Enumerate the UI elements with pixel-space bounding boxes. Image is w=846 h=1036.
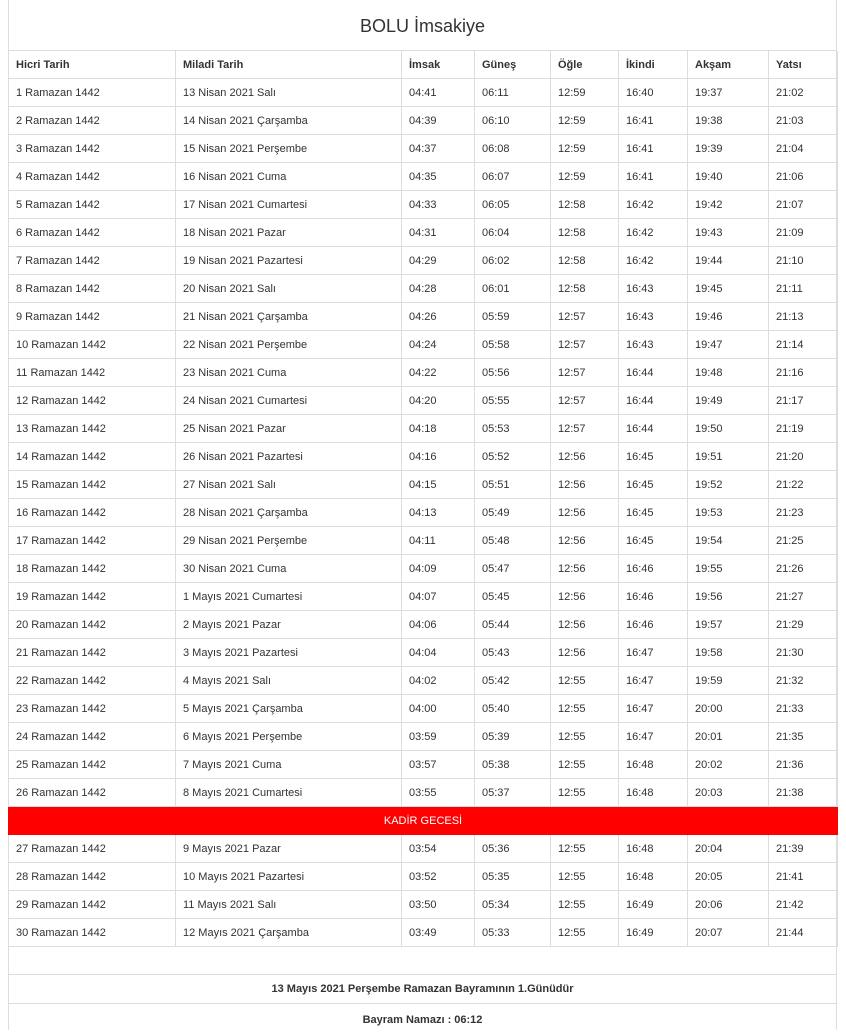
table-cell: 12:55 <box>551 891 619 919</box>
table-cell: 27 Ramazan 1442 <box>9 835 176 863</box>
table-cell: 16 Nisan 2021 Cuma <box>176 163 402 191</box>
table-row <box>9 751 838 779</box>
table-cell: 16:46 <box>619 555 688 583</box>
table-cell: 21:25 <box>769 527 838 555</box>
table-cell: 12:55 <box>551 695 619 723</box>
table-row <box>9 471 838 499</box>
page-title: BOLU İmsakiye <box>9 0 836 51</box>
table-cell: 21:07 <box>769 191 838 219</box>
table-row <box>9 443 838 471</box>
table-row <box>9 611 838 639</box>
table-cell: 21:20 <box>769 443 838 471</box>
table-cell: 19:59 <box>688 667 769 695</box>
table-cell: 21:30 <box>769 639 838 667</box>
table-cell: 12 Ramazan 1442 <box>9 387 176 415</box>
table-cell: 3 Ramazan 1442 <box>9 135 176 163</box>
table-cell: 6 Ramazan 1442 <box>9 219 176 247</box>
table-cell: 20:00 <box>688 695 769 723</box>
table-cell: 21:04 <box>769 135 838 163</box>
table-cell: 16:48 <box>619 835 688 863</box>
table-cell: 05:35 <box>475 863 551 891</box>
table-cell: 12 Mayıs 2021 Çarşamba <box>176 919 402 947</box>
table-cell: 12:55 <box>551 835 619 863</box>
table-cell: 19:39 <box>688 135 769 163</box>
table-cell: 19:57 <box>688 611 769 639</box>
table-cell: 19:43 <box>688 219 769 247</box>
table-cell: 16:42 <box>619 191 688 219</box>
table-cell: 11 Mayıs 2021 Salı <box>176 891 402 919</box>
table-cell: 8 Mayıs 2021 Cumartesi <box>176 779 402 807</box>
table-cell: 05:33 <box>475 919 551 947</box>
table-row <box>9 527 838 555</box>
table-cell: 22 Nisan 2021 Perşembe <box>176 331 402 359</box>
table-row <box>9 555 838 583</box>
table-cell: 16:47 <box>619 695 688 723</box>
table-cell: 16:48 <box>619 863 688 891</box>
table-cell: 04:04 <box>402 639 475 667</box>
table-header-row <box>9 51 838 79</box>
bayram-note: 13 Mayıs 2021 Perşembe Ramazan Bayramının 1.Günüdür <box>9 975 836 1004</box>
table-cell: 04:13 <box>402 499 475 527</box>
table-cell: 04:28 <box>402 275 475 303</box>
table-cell: 27 Nisan 2021 Salı <box>176 471 402 499</box>
table-cell: 10 Ramazan 1442 <box>9 331 176 359</box>
table-cell: 30 Nisan 2021 Cuma <box>176 555 402 583</box>
table-cell: 04:22 <box>402 359 475 387</box>
table-cell: 21:27 <box>769 583 838 611</box>
table-cell: 04:09 <box>402 555 475 583</box>
table-row <box>9 779 838 807</box>
table-cell: 21:29 <box>769 611 838 639</box>
table-cell: 19:47 <box>688 331 769 359</box>
table-cell: 26 Nisan 2021 Pazartesi <box>176 443 402 471</box>
bayram-namazi: Bayram Namazı : 06:12 <box>362 1014 483 1026</box>
table-cell: 29 Nisan 2021 Perşembe <box>176 527 402 555</box>
column-header-aksam: Akşam <box>688 51 769 79</box>
table-cell: 12:55 <box>551 751 619 779</box>
table-cell: 10 Mayıs 2021 Pazartesi <box>176 863 402 891</box>
table-cell: 16:40 <box>619 79 688 107</box>
table-cell: 04:00 <box>402 695 475 723</box>
table-cell: 21:02 <box>769 79 838 107</box>
table-cell: 04:41 <box>402 79 475 107</box>
table-cell: 05:43 <box>475 639 551 667</box>
table-cell: 16:45 <box>619 443 688 471</box>
table-cell: 03:52 <box>402 863 475 891</box>
table-cell: 21:41 <box>769 863 838 891</box>
table-cell: 12:59 <box>551 163 619 191</box>
table-cell: 13 Ramazan 1442 <box>9 415 176 443</box>
table-cell: 19:58 <box>688 639 769 667</box>
table-row <box>9 667 838 695</box>
table-cell: 05:49 <box>475 499 551 527</box>
column-header-hicri: Hicri Tarih <box>9 51 176 79</box>
table-cell: 05:45 <box>475 583 551 611</box>
table-cell: 12:58 <box>551 247 619 275</box>
table-cell: 12:57 <box>551 303 619 331</box>
table-cell: 21:36 <box>769 751 838 779</box>
table-cell: 12:56 <box>551 471 619 499</box>
table-cell: 04:15 <box>402 471 475 499</box>
table-cell: 03:57 <box>402 751 475 779</box>
table-cell: 17 Nisan 2021 Cumartesi <box>176 191 402 219</box>
table-cell: 03:54 <box>402 835 475 863</box>
table-cell: 6 Mayıs 2021 Perşembe <box>176 723 402 751</box>
table-cell: 21 Ramazan 1442 <box>9 639 176 667</box>
table-cell: 16:47 <box>619 639 688 667</box>
table-cell: 19:52 <box>688 471 769 499</box>
table-cell: 05:59 <box>475 303 551 331</box>
table-cell: 12:56 <box>551 555 619 583</box>
table-cell: 04:33 <box>402 191 475 219</box>
table-cell: 20:03 <box>688 779 769 807</box>
column-header-gunes: Güneş <box>475 51 551 79</box>
table-cell: 20:06 <box>688 891 769 919</box>
table-cell: 04:26 <box>402 303 475 331</box>
table-row <box>9 863 838 891</box>
table-cell: 05:48 <box>475 527 551 555</box>
table-cell: 12:57 <box>551 331 619 359</box>
table-cell: 16:49 <box>619 919 688 947</box>
table-cell: 28 Ramazan 1442 <box>9 863 176 891</box>
table-cell: 12:57 <box>551 359 619 387</box>
table-cell: 21:06 <box>769 163 838 191</box>
table-cell: 28 Nisan 2021 Çarşamba <box>176 499 402 527</box>
table-cell: 21:33 <box>769 695 838 723</box>
table-cell: 1 Ramazan 1442 <box>9 79 176 107</box>
column-header-ogle: Öğle <box>551 51 619 79</box>
table-cell: 04:06 <box>402 611 475 639</box>
table-cell: 12:58 <box>551 219 619 247</box>
table-row <box>9 191 838 219</box>
table-cell: 05:37 <box>475 779 551 807</box>
table-cell: 8 Ramazan 1442 <box>9 275 176 303</box>
table-cell: 16:46 <box>619 611 688 639</box>
table-row <box>9 835 838 863</box>
table-cell: 16:42 <box>619 219 688 247</box>
table-cell: 16:43 <box>619 275 688 303</box>
table-row <box>9 891 838 919</box>
table-row <box>9 303 838 331</box>
table-cell: 21:23 <box>769 499 838 527</box>
table-cell: 15 Ramazan 1442 <box>9 471 176 499</box>
table-cell: 06:11 <box>475 79 551 107</box>
table-cell: 23 Ramazan 1442 <box>9 695 176 723</box>
table-cell: 04:18 <box>402 415 475 443</box>
table-cell: 05:42 <box>475 667 551 695</box>
table-cell: 21:09 <box>769 219 838 247</box>
table-cell: 19:46 <box>688 303 769 331</box>
table-cell: 06:02 <box>475 247 551 275</box>
table-cell: 12:58 <box>551 275 619 303</box>
table-cell: 19:40 <box>688 163 769 191</box>
table-cell: 16:44 <box>619 387 688 415</box>
table-cell: 04:07 <box>402 583 475 611</box>
table-cell: 19:51 <box>688 443 769 471</box>
kadir-gecesi-label: KADİR GECESİ <box>9 807 838 835</box>
table-cell: 14 Ramazan 1442 <box>9 443 176 471</box>
table-cell: 16 Ramazan 1442 <box>9 499 176 527</box>
table-cell: 12:59 <box>551 107 619 135</box>
table-cell: 21:03 <box>769 107 838 135</box>
table-cell: 05:38 <box>475 751 551 779</box>
table-cell: 16:44 <box>619 359 688 387</box>
column-header-ikindi: İkindi <box>619 51 688 79</box>
table-cell: 05:56 <box>475 359 551 387</box>
table-cell: 19 Nisan 2021 Pazartesi <box>176 247 402 275</box>
table-row <box>9 79 838 107</box>
table-cell: 05:44 <box>475 611 551 639</box>
table-cell: 15 Nisan 2021 Perşembe <box>176 135 402 163</box>
table-cell: 12:56 <box>551 527 619 555</box>
table-cell: 13 Nisan 2021 Salı <box>176 79 402 107</box>
table-cell: 06:07 <box>475 163 551 191</box>
table-cell: 21:39 <box>769 835 838 863</box>
table-cell: 20:01 <box>688 723 769 751</box>
table-cell: 16:45 <box>619 499 688 527</box>
table-row <box>9 219 838 247</box>
table-cell: 21 Nisan 2021 Çarşamba <box>176 303 402 331</box>
table-cell: 21:14 <box>769 331 838 359</box>
table-cell: 04:37 <box>402 135 475 163</box>
table-row <box>9 919 838 947</box>
table-cell: 16:45 <box>619 527 688 555</box>
table-cell: 21:13 <box>769 303 838 331</box>
table-cell: 25 Nisan 2021 Pazar <box>176 415 402 443</box>
table-cell: 18 Nisan 2021 Pazar <box>176 219 402 247</box>
table-cell: 04:35 <box>402 163 475 191</box>
table-cell: 06:10 <box>475 107 551 135</box>
table-cell: 2 Mayıs 2021 Pazar <box>176 611 402 639</box>
table-cell: 16:43 <box>619 331 688 359</box>
table-cell: 29 Ramazan 1442 <box>9 891 176 919</box>
table-cell: 21:42 <box>769 891 838 919</box>
table-cell: 19:53 <box>688 499 769 527</box>
table-cell: 20 Ramazan 1442 <box>9 611 176 639</box>
table-cell: 06:04 <box>475 219 551 247</box>
table-cell: 14 Nisan 2021 Çarşamba <box>176 107 402 135</box>
table-cell: 19 Ramazan 1442 <box>9 583 176 611</box>
table-cell: 04:39 <box>402 107 475 135</box>
table-cell: 17 Ramazan 1442 <box>9 527 176 555</box>
table-cell: 05:58 <box>475 331 551 359</box>
table-cell: 03:50 <box>402 891 475 919</box>
table-cell: 16:46 <box>619 583 688 611</box>
table-row <box>9 415 838 443</box>
table-cell: 12:58 <box>551 191 619 219</box>
column-header-miladi: Miladi Tarih <box>176 51 402 79</box>
table-cell: 9 Mayıs 2021 Pazar <box>176 835 402 863</box>
table-cell: 12:55 <box>551 863 619 891</box>
table-cell: 19:48 <box>688 359 769 387</box>
table-cell: 20:04 <box>688 835 769 863</box>
table-cell: 26 Ramazan 1442 <box>9 779 176 807</box>
table-cell: 03:55 <box>402 779 475 807</box>
table-cell: 20 Nisan 2021 Salı <box>176 275 402 303</box>
table-cell: 04:31 <box>402 219 475 247</box>
table-cell: 16:47 <box>619 667 688 695</box>
table-cell: 19:38 <box>688 107 769 135</box>
table-row <box>9 275 838 303</box>
table-row <box>9 331 838 359</box>
table-cell: 12:55 <box>551 667 619 695</box>
table-cell: 21:11 <box>769 275 838 303</box>
table-cell: 11 Ramazan 1442 <box>9 359 176 387</box>
table-cell: 21:22 <box>769 471 838 499</box>
table-cell: 21:32 <box>769 667 838 695</box>
table-cell: 12:56 <box>551 639 619 667</box>
table-cell: 19:56 <box>688 583 769 611</box>
table-cell: 21:19 <box>769 415 838 443</box>
table-cell: 4 Mayıs 2021 Salı <box>176 667 402 695</box>
table-cell: 30 Ramazan 1442 <box>9 919 176 947</box>
table-cell: 04:29 <box>402 247 475 275</box>
table-cell: 24 Nisan 2021 Cumartesi <box>176 387 402 415</box>
table-row <box>9 107 838 135</box>
table-cell: 9 Ramazan 1442 <box>9 303 176 331</box>
table-cell: 16:47 <box>619 723 688 751</box>
table-cell: 5 Ramazan 1442 <box>9 191 176 219</box>
table-cell: 22 Ramazan 1442 <box>9 667 176 695</box>
table-cell: 21:26 <box>769 555 838 583</box>
table-cell: 12:55 <box>551 919 619 947</box>
table-cell: 05:34 <box>475 891 551 919</box>
table-cell: 12:55 <box>551 779 619 807</box>
table-cell: 16:48 <box>619 779 688 807</box>
table-cell: 04:24 <box>402 331 475 359</box>
table-row <box>9 639 838 667</box>
table-cell: 05:39 <box>475 723 551 751</box>
table-cell: 16:44 <box>619 415 688 443</box>
table-cell: 12:56 <box>551 583 619 611</box>
table-cell: 16:41 <box>619 163 688 191</box>
table-cell: 04:02 <box>402 667 475 695</box>
table-cell: 05:51 <box>475 471 551 499</box>
table-cell: 20:07 <box>688 919 769 947</box>
kadir-gecesi-row <box>9 807 838 835</box>
table-cell: 05:36 <box>475 835 551 863</box>
table-cell: 24 Ramazan 1442 <box>9 723 176 751</box>
table-cell: 06:05 <box>475 191 551 219</box>
table-cell: 06:01 <box>475 275 551 303</box>
table-cell: 04:11 <box>402 527 475 555</box>
table-cell: 05:55 <box>475 387 551 415</box>
table-cell: 19:42 <box>688 191 769 219</box>
table-cell: 05:40 <box>475 695 551 723</box>
table-cell: 1 Mayıs 2021 Cumartesi <box>176 583 402 611</box>
table-row <box>9 583 838 611</box>
table-cell: 19:44 <box>688 247 769 275</box>
table-cell: 16:49 <box>619 891 688 919</box>
table-cell: 16:45 <box>619 471 688 499</box>
table-cell: 12:57 <box>551 387 619 415</box>
table-cell: 18 Ramazan 1442 <box>9 555 176 583</box>
table-cell: 05:47 <box>475 555 551 583</box>
table-cell: 12:59 <box>551 79 619 107</box>
table-cell: 04:20 <box>402 387 475 415</box>
table-cell: 03:59 <box>402 723 475 751</box>
table-cell: 16:41 <box>619 107 688 135</box>
table-cell: 21:10 <box>769 247 838 275</box>
table-cell: 21:38 <box>769 779 838 807</box>
table-body <box>9 79 838 947</box>
table-cell: 16:48 <box>619 751 688 779</box>
table-cell: 7 Ramazan 1442 <box>9 247 176 275</box>
table-cell: 20:02 <box>688 751 769 779</box>
table-cell: 05:53 <box>475 415 551 443</box>
table-cell: 21:17 <box>769 387 838 415</box>
table-row <box>9 135 838 163</box>
table-row <box>9 163 838 191</box>
table-cell: 19:54 <box>688 527 769 555</box>
table-cell: 12:56 <box>551 499 619 527</box>
table-row <box>9 247 838 275</box>
column-header-yatsi: Yatsı <box>769 51 838 79</box>
table-cell: 21:35 <box>769 723 838 751</box>
table-cell: 16:41 <box>619 135 688 163</box>
table-row <box>9 695 838 723</box>
table-cell: 19:45 <box>688 275 769 303</box>
table-cell: 4 Ramazan 1442 <box>9 163 176 191</box>
table-cell: 5 Mayıs 2021 Çarşamba <box>176 695 402 723</box>
table-cell: 19:50 <box>688 415 769 443</box>
table-cell: 12:56 <box>551 443 619 471</box>
table-cell: 05:52 <box>475 443 551 471</box>
table-cell: 04:16 <box>402 443 475 471</box>
table-cell: 2 Ramazan 1442 <box>9 107 176 135</box>
prayer-times-table <box>8 51 838 947</box>
table-cell: 16:42 <box>619 247 688 275</box>
table-cell: 7 Mayıs 2021 Cuma <box>176 751 402 779</box>
table-row <box>9 499 838 527</box>
table-cell: 12:59 <box>551 135 619 163</box>
table-cell: 19:49 <box>688 387 769 415</box>
table-row <box>9 723 838 751</box>
table-cell: 21:16 <box>769 359 838 387</box>
table-spacer <box>9 947 836 975</box>
table-cell: 03:49 <box>402 919 475 947</box>
table-cell: 25 Ramazan 1442 <box>9 751 176 779</box>
table-cell: 19:37 <box>688 79 769 107</box>
table-cell: 12:55 <box>551 723 619 751</box>
imsakiye-panel <box>8 0 837 1030</box>
table-row <box>9 359 838 387</box>
table-cell: 21:44 <box>769 919 838 947</box>
table-cell: 19:55 <box>688 555 769 583</box>
table-cell: 16:43 <box>619 303 688 331</box>
table-cell: 06:08 <box>475 135 551 163</box>
table-cell: 12:57 <box>551 415 619 443</box>
table-cell: 20:05 <box>688 863 769 891</box>
table-cell: 12:56 <box>551 611 619 639</box>
table-cell: 3 Mayıs 2021 Pazartesi <box>176 639 402 667</box>
table-cell: 23 Nisan 2021 Cuma <box>176 359 402 387</box>
table-row <box>9 387 838 415</box>
column-header-imsak: İmsak <box>402 51 475 79</box>
